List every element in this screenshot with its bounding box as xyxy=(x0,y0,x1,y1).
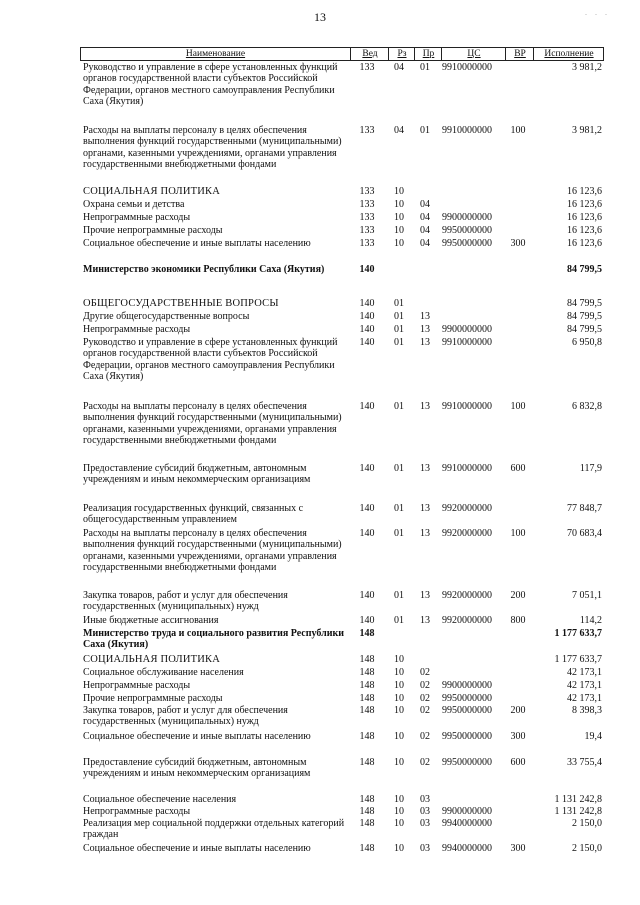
cell-name: Реализация государственных функций, связанных с общегосударственным управлением xyxy=(83,503,304,526)
header-vr: ВР xyxy=(505,48,534,60)
cell-vr: 300 xyxy=(510,843,526,854)
cell-rz: 01 xyxy=(394,311,404,322)
cell-rz: 10 xyxy=(394,225,404,236)
cell-ved: 133 xyxy=(359,238,375,249)
cell-rz: 01 xyxy=(394,615,404,626)
cell-ved: 148 xyxy=(359,693,375,704)
header-pr: Пр xyxy=(414,48,442,60)
cell-rz: 10 xyxy=(394,818,404,829)
cell-amount: 1 177 633,7 xyxy=(554,654,602,665)
cell-cs: 9900000000 xyxy=(442,680,492,691)
cell-name: Прочие непрограммные расходы xyxy=(83,225,223,236)
cell-cs: 9900000000 xyxy=(442,212,492,223)
cell-name: Расходы на выплаты персоналу в целях обеспечения выполнения функций государственными (муниципальными) органами, казенными учреждениями, органами управления государственными внебюджетными фондами xyxy=(83,125,342,171)
header-cs: ЦС xyxy=(441,48,506,60)
cell-vr: 200 xyxy=(510,590,526,601)
cell-name: ОБЩЕГОСУДАРСТВЕННЫЕ ВОПРОСЫ xyxy=(83,298,279,309)
cell-vr: 200 xyxy=(510,705,526,716)
table-header xyxy=(80,47,604,61)
cell-cs: 9910000000 xyxy=(442,62,492,73)
cell-pr: 02 xyxy=(420,680,430,691)
cell-pr: 02 xyxy=(420,731,430,742)
cell-name: Иные бюджетные ассигнования xyxy=(83,615,219,626)
cell-name: Министерство труда и социального развития Республики Саха (Якутия) xyxy=(83,628,344,651)
cell-pr: 13 xyxy=(420,503,430,514)
cell-pr: 13 xyxy=(420,337,430,348)
cell-pr: 03 xyxy=(420,843,430,854)
cell-cs: 9910000000 xyxy=(442,337,492,348)
cell-vr: 800 xyxy=(510,615,526,626)
cell-rz: 10 xyxy=(394,680,404,691)
cell-ved: 148 xyxy=(359,654,375,665)
cell-rz: 10 xyxy=(394,843,404,854)
cell-pr: 02 xyxy=(420,693,430,704)
page-number: 13 xyxy=(314,10,326,24)
cell-cs: 9950000000 xyxy=(442,731,492,742)
cell-vr: 100 xyxy=(510,125,526,136)
cell-amount: 77 848,7 xyxy=(567,503,602,514)
cell-amount: 1 177 633,7 xyxy=(554,628,602,639)
cell-cs: 9950000000 xyxy=(442,693,492,704)
cell-amount: 8 398,3 xyxy=(572,705,602,716)
cell-amount: 16 123,6 xyxy=(567,225,602,236)
cell-rz: 01 xyxy=(394,590,404,601)
cell-rz: 01 xyxy=(394,324,404,335)
cell-name: Другие общегосударственные вопросы xyxy=(83,311,250,322)
cell-name: Непрограммные расходы xyxy=(83,212,191,223)
cell-pr: 04 xyxy=(420,225,430,236)
cell-amount: 19,4 xyxy=(584,731,602,742)
cell-pr: 03 xyxy=(420,818,430,829)
cell-cs: 9900000000 xyxy=(442,324,492,335)
cell-name: СОЦИАЛЬНАЯ ПОЛИТИКА xyxy=(83,654,221,665)
cell-rz: 10 xyxy=(394,693,404,704)
cell-cs: 9950000000 xyxy=(442,705,492,716)
cell-amount: 1 131 242,8 xyxy=(554,806,602,817)
cell-pr: 13 xyxy=(420,528,430,539)
cell-rz: 04 xyxy=(394,125,404,136)
cell-cs: 9910000000 xyxy=(442,401,492,412)
cell-rz: 01 xyxy=(394,337,404,348)
cell-pr: 04 xyxy=(420,199,430,210)
cell-amount: 70 683,4 xyxy=(567,528,602,539)
cell-amount: 84 799,5 xyxy=(567,264,602,275)
cell-ved: 133 xyxy=(359,62,375,73)
cell-rz: 10 xyxy=(394,705,404,716)
cell-rz: 01 xyxy=(394,503,404,514)
cell-amount: 2 150,0 xyxy=(572,843,602,854)
cell-ved: 140 xyxy=(359,503,375,514)
cell-rz: 10 xyxy=(394,212,404,223)
cell-rz: 10 xyxy=(394,731,404,742)
cell-name: Руководство и управление в сфере установленных функций органов государственной власти субъектов Российской Федерации, органов местного самоуправления Республики Саха (Якутия) xyxy=(83,337,338,383)
cell-pr: 02 xyxy=(420,667,430,678)
header-name: Наименование xyxy=(185,49,246,59)
cell-amount: 16 123,6 xyxy=(567,199,602,210)
cell-pr: 04 xyxy=(420,212,430,223)
cell-name: Социальное обеспечение и иные выплаты населению xyxy=(83,731,311,742)
cell-pr: 01 xyxy=(420,62,430,73)
cell-amount: 3 981,2 xyxy=(572,125,602,136)
cell-ved: 140 xyxy=(359,298,375,309)
cell-vr: 600 xyxy=(510,757,526,768)
cell-name: Социальное обеспечение и иные выплаты населению xyxy=(83,238,311,249)
cell-amount: 42 173,1 xyxy=(567,680,602,691)
cell-name: Закупка товаров, работ и услуг для обеспечения государственных (муниципальных) нужд xyxy=(83,590,288,613)
cell-vr: 600 xyxy=(510,463,526,474)
cell-ved: 133 xyxy=(359,199,375,210)
cell-ved: 140 xyxy=(359,463,375,474)
cell-name: Закупка товаров, работ и услуг для обеспечения государственных (муниципальных) нужд xyxy=(83,705,288,728)
cell-name: Прочие непрограммные расходы xyxy=(83,693,223,704)
cell-amount: 84 799,5 xyxy=(567,324,602,335)
cell-ved: 133 xyxy=(359,125,375,136)
cell-amount: 16 123,6 xyxy=(567,212,602,223)
cell-cs: 9950000000 xyxy=(442,238,492,249)
cell-rz: 10 xyxy=(394,757,404,768)
cell-amount: 114,2 xyxy=(579,615,602,626)
header-rz: Рз xyxy=(388,48,415,60)
cell-rz: 01 xyxy=(394,298,404,309)
cell-amount: 117,9 xyxy=(579,463,602,474)
cell-amount: 2 150,0 xyxy=(572,818,602,829)
cell-cs: 9900000000 xyxy=(442,806,492,817)
cell-pr: 02 xyxy=(420,705,430,716)
cell-ved: 140 xyxy=(359,401,375,412)
cell-name: Социальное обеспечение и иные выплаты населению xyxy=(83,843,311,854)
cell-cs: 9920000000 xyxy=(442,528,492,539)
cell-name: Предоставление субсидий бюджетным, автономным учреждениям и иным некоммерческим организациям xyxy=(83,757,311,780)
cell-name: Непрограммные расходы xyxy=(83,806,191,817)
cell-ved: 140 xyxy=(359,528,375,539)
cell-rz: 10 xyxy=(394,186,404,197)
cell-rz: 01 xyxy=(394,463,404,474)
margin-mark: . . . xyxy=(585,8,610,17)
cell-ved: 140 xyxy=(359,590,375,601)
cell-ved: 148 xyxy=(359,818,375,829)
cell-ved: 148 xyxy=(359,794,375,805)
cell-name: Руководство и управление в сфере установленных функций органов государственной власти субъектов Российской Федерации, органов местного самоуправления Республики Саха (Якутия) xyxy=(83,62,338,108)
cell-pr: 01 xyxy=(420,125,430,136)
header-amount: Исполнение xyxy=(533,48,604,60)
cell-ved: 140 xyxy=(359,311,375,322)
cell-ved: 140 xyxy=(359,324,375,335)
cell-amount: 6 950,8 xyxy=(572,337,602,348)
cell-amount: 6 832,8 xyxy=(572,401,602,412)
cell-amount: 1 131 242,8 xyxy=(554,794,602,805)
cell-name: Реализация мер социальной поддержки отдельных категорий граждан xyxy=(83,818,345,841)
cell-pr: 02 xyxy=(420,757,430,768)
cell-pr: 03 xyxy=(420,794,430,805)
cell-cs: 9940000000 xyxy=(442,818,492,829)
cell-ved: 133 xyxy=(359,212,375,223)
cell-name: Непрограммные расходы xyxy=(83,324,191,335)
cell-vr: 100 xyxy=(510,401,526,412)
cell-pr: 04 xyxy=(420,238,430,249)
header-ved: Вед xyxy=(350,48,389,60)
cell-ved: 133 xyxy=(359,225,375,236)
cell-ved: 133 xyxy=(359,186,375,197)
cell-name: СОЦИАЛЬНАЯ ПОЛИТИКА xyxy=(83,186,221,197)
cell-cs: 9950000000 xyxy=(442,757,492,768)
cell-pr: 03 xyxy=(420,806,430,817)
cell-name: Предоставление субсидий бюджетным, автономным учреждениям и иным некоммерческим организациям xyxy=(83,463,311,486)
cell-cs: 9920000000 xyxy=(442,615,492,626)
cell-ved: 148 xyxy=(359,628,375,639)
cell-pr: 13 xyxy=(420,615,430,626)
cell-amount: 3 981,2 xyxy=(572,62,602,73)
cell-pr: 13 xyxy=(420,463,430,474)
cell-ved: 148 xyxy=(359,806,375,817)
cell-vr: 100 xyxy=(510,528,526,539)
cell-pr: 13 xyxy=(420,401,430,412)
cell-amount: 84 799,5 xyxy=(567,298,602,309)
cell-ved: 148 xyxy=(359,731,375,742)
cell-ved: 148 xyxy=(359,680,375,691)
cell-cs: 9910000000 xyxy=(442,463,492,474)
cell-ved: 140 xyxy=(359,337,375,348)
cell-amount: 7 051,1 xyxy=(572,590,602,601)
cell-cs: 9940000000 xyxy=(442,843,492,854)
cell-ved: 148 xyxy=(359,757,375,768)
cell-pr: 13 xyxy=(420,324,430,335)
cell-name: Социальное обслуживание населения xyxy=(83,667,244,678)
cell-amount: 84 799,5 xyxy=(567,311,602,322)
cell-name: Социальное обеспечение населения xyxy=(83,794,237,805)
cell-name: Охрана семьи и детства xyxy=(83,199,185,210)
cell-rz: 04 xyxy=(394,62,404,73)
cell-rz: 10 xyxy=(394,199,404,210)
cell-name: Министерство экономики Республики Саха (Якутия) xyxy=(83,264,325,275)
cell-rz: 10 xyxy=(394,667,404,678)
cell-pr: 13 xyxy=(420,311,430,322)
cell-pr: 13 xyxy=(420,590,430,601)
cell-cs: 9920000000 xyxy=(442,503,492,514)
cell-cs: 9950000000 xyxy=(442,225,492,236)
cell-amount: 42 173,1 xyxy=(567,667,602,678)
cell-name: Расходы на выплаты персоналу в целях обеспечения выполнения функций государственными (муниципальными) органами, казенными учреждениями, органами управления государственными внебюджетными фондами xyxy=(83,401,342,447)
cell-amount: 33 755,4 xyxy=(567,757,602,768)
cell-rz: 10 xyxy=(394,794,404,805)
cell-ved: 148 xyxy=(359,667,375,678)
cell-ved: 148 xyxy=(359,843,375,854)
cell-rz: 10 xyxy=(394,238,404,249)
cell-amount: 16 123,6 xyxy=(567,238,602,249)
cell-ved: 148 xyxy=(359,705,375,716)
cell-rz: 10 xyxy=(394,654,404,665)
cell-amount: 16 123,6 xyxy=(567,186,602,197)
cell-name: Непрограммные расходы xyxy=(83,680,191,691)
cell-cs: 9920000000 xyxy=(442,590,492,601)
cell-rz: 10 xyxy=(394,806,404,817)
cell-amount: 42 173,1 xyxy=(567,693,602,704)
cell-vr: 300 xyxy=(510,731,526,742)
cell-ved: 140 xyxy=(359,615,375,626)
cell-name: Расходы на выплаты персоналу в целях обеспечения выполнения функций государственными (муниципальными) органами, казенными учреждениями, органами управления государственными внебюджетными фондами xyxy=(83,528,342,574)
cell-ved: 140 xyxy=(359,264,375,275)
cell-cs: 9910000000 xyxy=(442,125,492,136)
cell-rz: 01 xyxy=(394,401,404,412)
cell-vr: 300 xyxy=(510,238,526,249)
cell-rz: 01 xyxy=(394,528,404,539)
